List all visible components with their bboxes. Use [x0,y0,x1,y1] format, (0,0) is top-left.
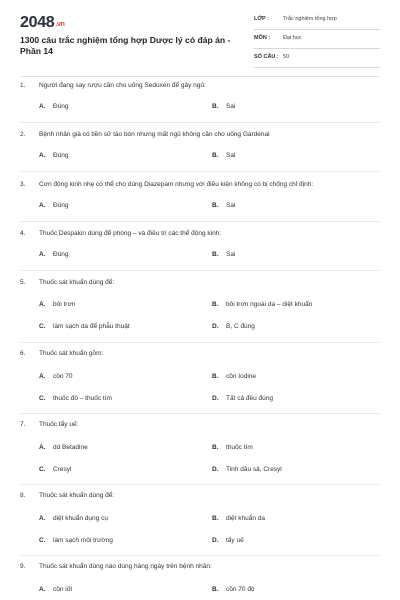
question-number: 1. [20,82,26,89]
option-text: Sai [226,202,236,209]
meta-value: Trắc nghiệm tổng hợp [283,16,337,22]
option-text: làm sạch da để phẫu thuật [53,323,130,330]
option-letter: A. [39,301,46,308]
option-letter: D. [212,537,219,544]
option-letter: B. [212,515,219,522]
question-text: Thuốc sát khuẩn dùng để: [39,492,115,499]
question-divider [20,413,380,414]
option-letter: A. [39,152,46,159]
question-number: 6. [20,350,26,357]
question-text: Thuốc Despakin dùng để phòng – và điều trị các thể động kinh: [39,230,222,237]
option-text: Tinh dầu sả, Cresyl [226,466,282,473]
option-text: Tất cả đều đúng [226,395,273,402]
option-text: thuốc tím [226,444,253,451]
logo-suffix: .vn [55,21,65,28]
option-letter: A. [39,373,46,380]
question-text: Thuốc sát khuẩn dùng để: [39,279,115,286]
option-text: Đúng [53,152,69,159]
option-text: Đúng [53,103,69,110]
meta-label: SỐ CÂU : [254,54,279,60]
question-text: Người đang say rượu cần cho uống Seduxen để gây ngủ: [39,82,206,89]
option-text: B, C đúng [226,323,255,330]
option-letter: C. [39,537,46,544]
option-text: cồn iốt [53,586,73,593]
question-number: 8. [20,492,26,499]
option-text: diệt khuẩn dụng cụ [53,515,108,522]
option-letter: C. [39,323,46,330]
option-text: dd Betadine [53,444,88,451]
question-divider [20,122,380,123]
question-text: Thuốc sát khuẩn gồm: [39,350,104,357]
option-letter: A. [39,103,46,110]
option-text: bôi trơn ngoài da – diệt khuẩn [226,301,313,308]
option-letter: A. [39,586,46,593]
question-text: Cơn động kinh nhẹ có thể cho dùng Diazepam nhưng với điều kiện không có bị chống chỉ định: [39,181,314,188]
option-letter: B. [212,152,219,159]
question-divider [20,171,380,172]
option-letter: B. [212,373,219,380]
meta-subject-row [254,33,380,49]
option-letter: B. [212,251,219,258]
option-text: cồn Iodine [226,373,256,380]
option-letter: A. [39,251,46,258]
option-letter: B. [212,444,219,451]
question-number: 9. [20,563,26,570]
meta-value: Đại học [283,35,302,41]
question-divider [20,342,380,343]
meta-value: 50 [283,54,290,60]
meta-count-row [254,52,380,68]
option-letter: A. [39,515,46,522]
option-letter: B. [212,301,219,308]
option-text: Đúng [53,202,69,209]
site-logo[interactable] [20,14,65,32]
option-letter: B. [212,103,219,110]
question-number: 3. [20,181,26,188]
option-letter: A. [39,444,46,451]
option-text: Cresyl [53,466,72,473]
question-divider [20,555,380,556]
option-text: diệt khuẩn da [226,515,266,522]
logo-text: 2048 [20,14,55,31]
option-text: cồn 70 độ [226,586,255,593]
question-text: Thuốc tẩy uế: [39,421,79,428]
option-text: Sai [226,251,236,258]
quiz-meta [254,14,380,71]
meta-class-row [254,14,380,30]
option-letter: C. [39,466,46,473]
option-letter: B. [212,586,219,593]
option-text: cồn 70 [53,373,73,380]
question-divider [20,270,380,271]
question-number: 5. [20,279,26,286]
option-text: Sai [226,103,236,110]
option-text: thuốc đỏ – thuốc tím [53,395,112,402]
question-text: Thuốc sát khuẩn dùng nào dùng hàng ngày trên bệnh nhân: [39,563,212,570]
option-letter: D. [212,395,219,402]
option-letter: B. [212,202,219,209]
option-letter: A. [39,202,46,209]
option-text: Đúng [53,251,69,258]
question-number: 2. [20,131,26,138]
question-divider [20,484,380,485]
option-text: Sai [226,152,236,159]
option-letter: C. [39,395,46,402]
meta-label: MÔN : [254,35,271,41]
option-text: làm sạch môi trường [53,537,113,544]
header-divider [20,76,380,77]
question-number: 7. [20,421,26,428]
question-divider [20,221,380,222]
option-letter: D. [212,466,219,473]
page-title: 1300 câu trắc nghiệm tổng hợp Dược lý có đáp án - Phần 14 [20,35,231,56]
option-letter: D. [212,323,219,330]
option-text: bôi trơn [53,301,76,308]
question-number: 4. [20,230,26,237]
question-text: Bệnh nhân già có tiền sử táo bón nhưng mất ngủ không cần cho uống Gardenal [39,131,270,138]
option-text: tẩy uế [226,537,244,544]
page-header [0,0,400,78]
meta-label: LỚP : [254,16,269,22]
